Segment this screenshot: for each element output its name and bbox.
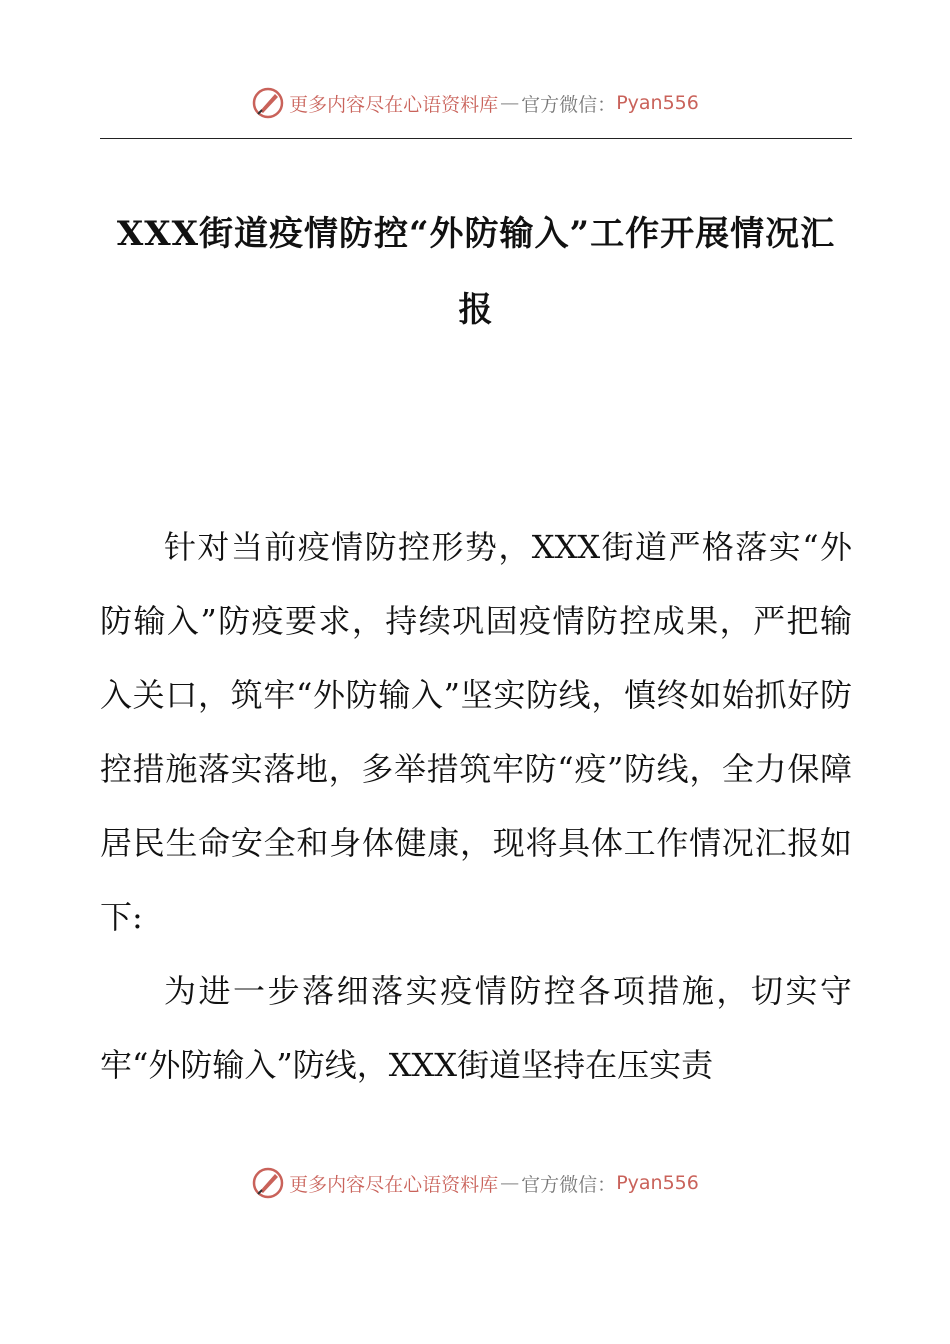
watermark-dash: — (500, 1172, 520, 1194)
paragraph: 针对当前疫情防控形势，XXX街道严格落实“外防输入”防疫要求，持续巩固疫情防控成果，严把输入关口，筑牢“外防输入”坚实防线，慎终如始抓好防控措施落实落地，多举措筑牢防“疫”防线，全力保障居民生命安全和身体健康，现将具体工作情况汇报如下: (100, 528, 852, 936)
document-title: XXX街道疫情防控“外防输入”工作开展情况汇报 (116, 214, 836, 330)
footer-watermark (0, 1166, 950, 1200)
paragraph: 为进一步落细落实疫情防控各项措施，切实守牢“外防输入”防线，XXX街道坚持在压实责 (100, 972, 852, 1084)
quill-logo-icon (251, 1166, 285, 1200)
header-watermark (0, 86, 950, 120)
document-body (100, 510, 852, 1102)
header-divider (100, 138, 852, 139)
watermark-brand: 更多内容尽在心语资料库 (289, 93, 499, 116)
quill-logo-icon (251, 86, 285, 120)
watermark-contact-id: Pyan556 (616, 1172, 699, 1194)
watermark-dash: — (500, 92, 520, 114)
watermark-brand: 更多内容尽在心语资料库 (289, 1173, 499, 1196)
watermark-contact-label: 官方微信： (521, 1173, 617, 1196)
watermark-contact-label: 官方微信： (521, 93, 617, 116)
watermark-contact-id: Pyan556 (616, 92, 699, 114)
